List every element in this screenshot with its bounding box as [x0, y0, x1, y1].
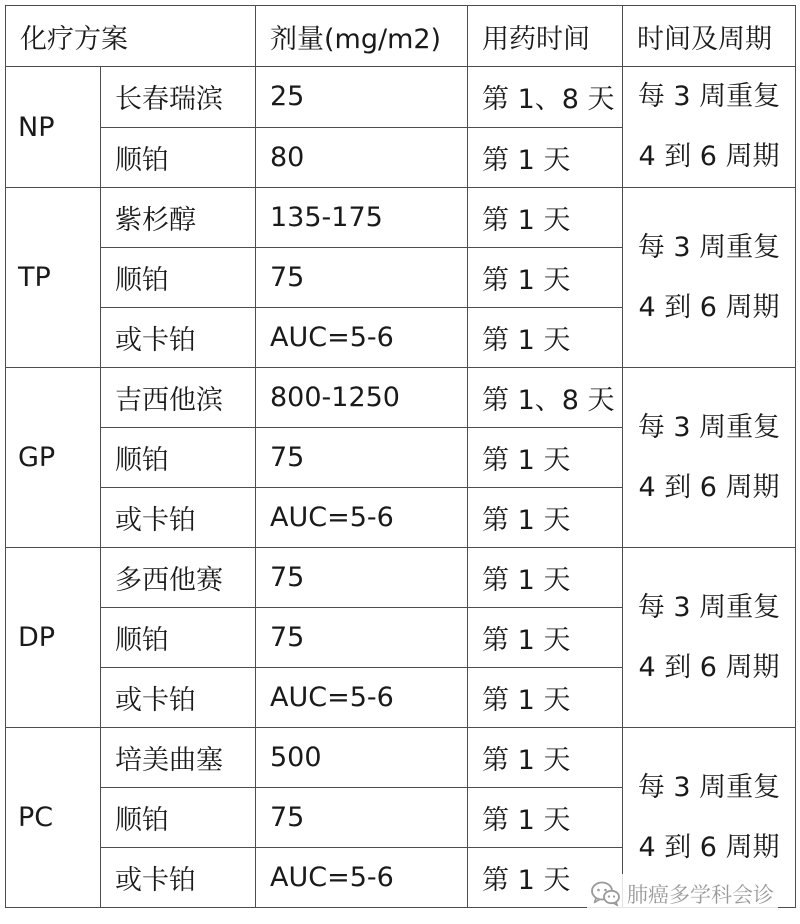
drug-dose: 135-175 — [256, 188, 468, 248]
watermark — [587, 874, 778, 914]
cycle-count-text: 4 到 6 周期 — [638, 651, 780, 683]
dosing-day: 第 1 天 — [468, 488, 623, 548]
regimen-name: GP — [6, 368, 101, 548]
dosing-day: 第 1 天 — [468, 848, 623, 908]
dosing-day: 第 1 天 — [468, 188, 623, 248]
drug-name: 或卡铂 — [101, 308, 256, 368]
drug-dose: 75 — [256, 428, 468, 488]
table-row — [6, 728, 796, 788]
regimen-name: PC — [6, 728, 101, 908]
drug-dose: 75 — [256, 548, 468, 608]
cycle-repeat-text: 每 3 周重复 — [637, 591, 781, 623]
cycle-count-text: 4 到 6 周期 — [638, 291, 780, 323]
drug-dose: AUC=5-6 — [256, 848, 468, 908]
drug-dose: 500 — [256, 728, 468, 788]
table-row — [6, 188, 796, 248]
wechat-icon — [591, 881, 621, 907]
drug-dose: 800-1250 — [256, 368, 468, 428]
drug-dose: AUC=5-6 — [256, 668, 468, 728]
drug-name: 顺铂 — [101, 127, 256, 188]
drug-name: 多西他赛 — [101, 548, 256, 608]
drug-name: 顺铂 — [101, 788, 256, 848]
header-row — [6, 6, 796, 67]
chemo-regimen-table — [5, 5, 796, 908]
drug-dose: 75 — [256, 608, 468, 668]
drug-name: 顺铂 — [101, 428, 256, 488]
dosing-day: 第 1 天 — [468, 668, 623, 728]
drug-name: 顺铂 — [101, 248, 256, 308]
drug-name: 或卡铂 — [101, 848, 256, 908]
dosing-day: 第 1 天 — [468, 308, 623, 368]
header-regimen: 化疗方案 — [6, 6, 256, 67]
dosing-day: 第 1、8 天 — [468, 67, 623, 128]
cycle-repeat-text: 每 3 周重复 — [637, 231, 781, 263]
header-dose: 剂量(mg/m2) — [256, 6, 468, 67]
cycle-repeat-text: 每 3 周重复 — [637, 771, 781, 803]
cycle-info — [623, 67, 796, 188]
table-body — [6, 6, 796, 908]
drug-dose: 75 — [256, 248, 468, 308]
table-row — [6, 548, 796, 608]
cycle-info — [623, 188, 796, 368]
drug-name: 吉西他滨 — [101, 368, 256, 428]
dosing-day: 第 1 天 — [468, 428, 623, 488]
dosing-day: 第 1 天 — [468, 788, 623, 848]
cycle-count-text: 4 到 6 周期 — [638, 141, 780, 172]
regimen-name: TP — [6, 188, 101, 368]
dosing-day: 第 1 天 — [468, 608, 623, 668]
cycle-count-text: 4 到 6 周期 — [638, 471, 780, 503]
cycle-repeat-text: 每 3 周重复 — [637, 81, 781, 112]
regimen-name: DP — [6, 548, 101, 728]
dosing-day: 第 1 天 — [468, 248, 623, 308]
dosing-day: 第 1 天 — [468, 548, 623, 608]
drug-dose: 75 — [256, 788, 468, 848]
watermark-text: 肺癌多学科会诊 — [627, 883, 774, 907]
cycle-info — [623, 548, 796, 728]
drug-name: 顺铂 — [101, 608, 256, 668]
drug-name: 长春瑞滨 — [101, 67, 256, 128]
header-cycle: 时间及周期 — [623, 6, 796, 67]
drug-dose: 25 — [256, 67, 468, 128]
table-row — [6, 67, 796, 128]
drug-dose: AUC=5-6 — [256, 308, 468, 368]
header-timing: 用药时间 — [468, 6, 623, 67]
cycle-info — [623, 368, 796, 548]
drug-dose: 80 — [256, 127, 468, 188]
drug-dose: AUC=5-6 — [256, 488, 468, 548]
chemo-regimen-table-wrapper — [5, 5, 795, 908]
dosing-day: 第 1 天 — [468, 728, 623, 788]
dosing-day: 第 1 天 — [468, 127, 623, 188]
cycle-repeat-text: 每 3 周重复 — [637, 411, 781, 443]
dosing-day: 第 1、8 天 — [468, 368, 623, 428]
cycle-count-text: 4 到 6 周期 — [638, 831, 780, 863]
regimen-name: NP — [6, 67, 101, 188]
drug-name: 紫杉醇 — [101, 188, 256, 248]
table-row — [6, 368, 796, 428]
drug-name: 或卡铂 — [101, 488, 256, 548]
drug-name: 或卡铂 — [101, 668, 256, 728]
drug-name: 培美曲塞 — [101, 728, 256, 788]
